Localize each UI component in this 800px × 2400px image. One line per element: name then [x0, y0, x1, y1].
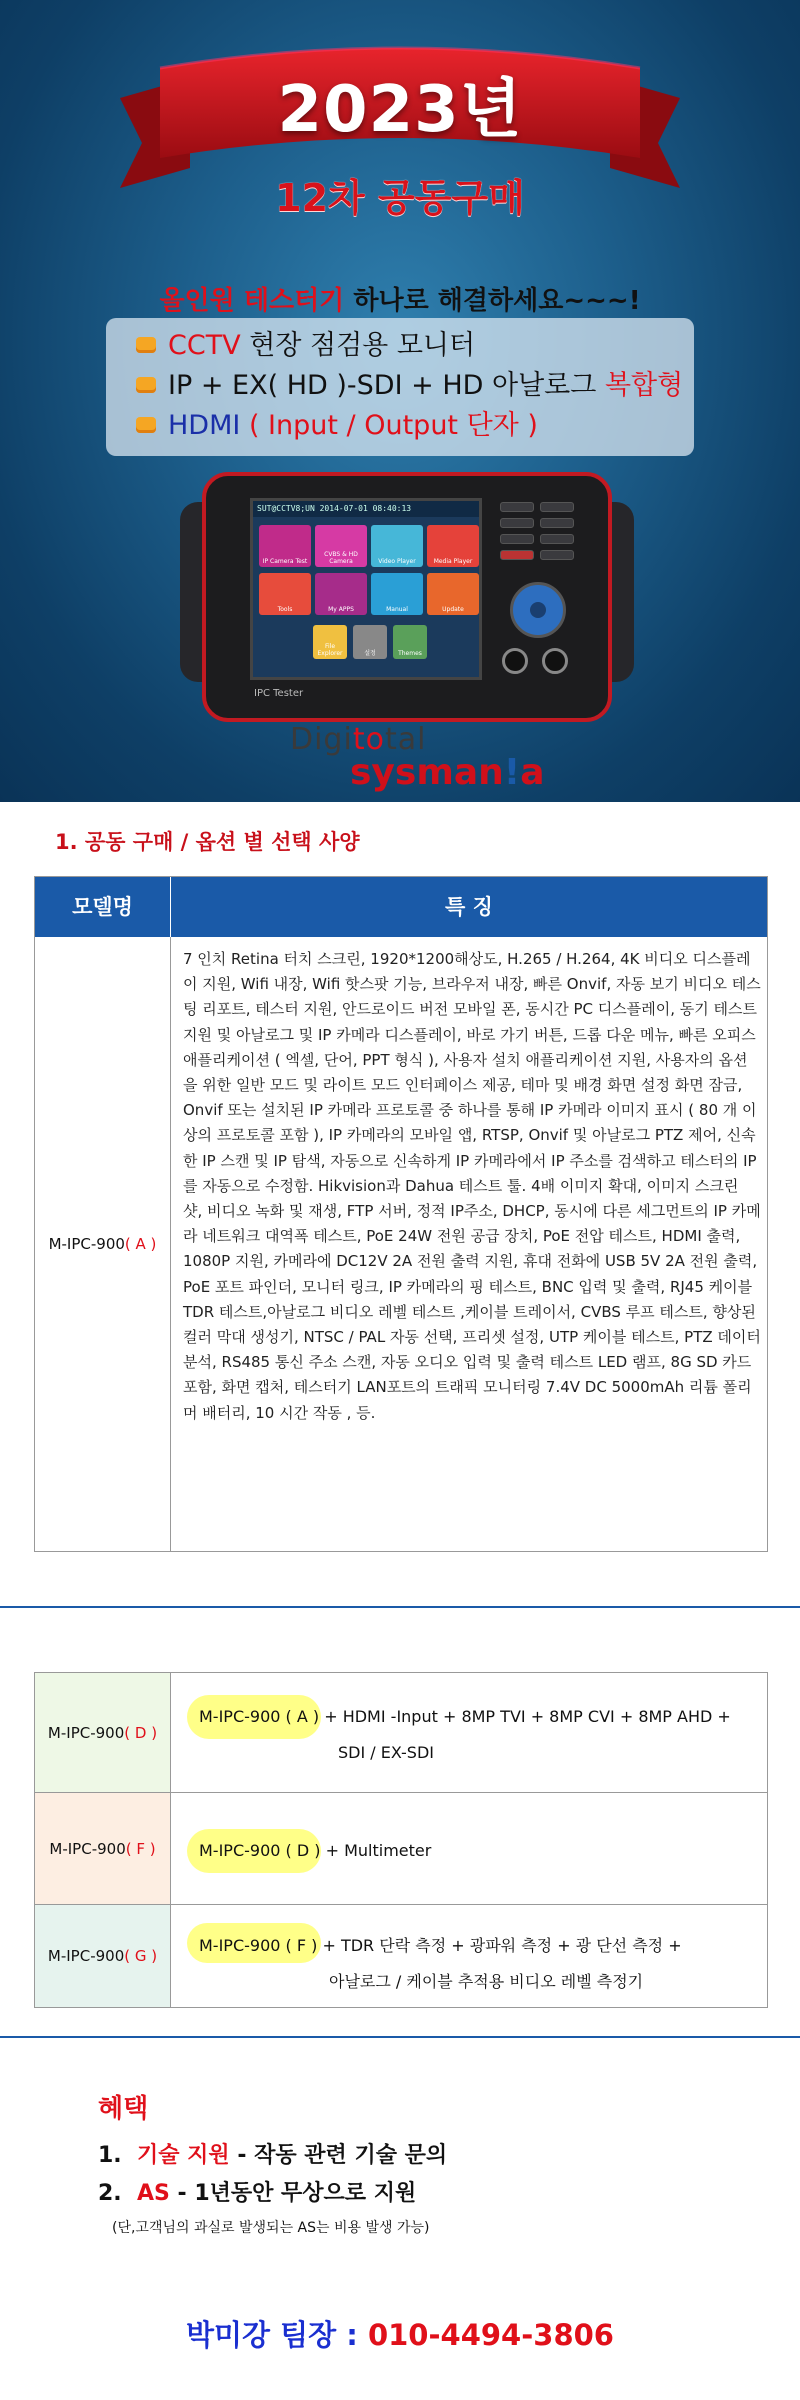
- feature-rest: 복합형: [604, 370, 684, 401]
- option-model-cell: M-IPC-900( G ): [35, 1905, 171, 2007]
- tile-themes: Themes: [393, 625, 427, 659]
- benefit-item-tech: 1. 기술 지원 - 작동 관련 기술 문의: [98, 2143, 448, 2168]
- brand-logo-bottom: sysman!a: [350, 752, 545, 793]
- device-status-bar: SUT@CCTV8;UN 2014-07-01 08:40:13: [253, 501, 479, 517]
- feature-prefix: IP + EX( HD )-SDI + HD 아날로그: [168, 370, 605, 401]
- option-desc-line2: SDI / EX-SDI: [338, 1743, 434, 1762]
- option-desc-line1: M-IPC-900 ( D ) + Multimeter: [199, 1841, 432, 1860]
- options-table: [34, 1672, 768, 2008]
- spec-section: [0, 802, 800, 1608]
- header-model: 모델명: [35, 877, 171, 937]
- hero-subtitle: 12차 공동구매: [275, 176, 525, 220]
- spec-table: [34, 876, 768, 1552]
- header-feature: 특 징: [171, 877, 767, 937]
- option-desc-cell: [171, 1793, 767, 1904]
- tile-my-apps: My APPS: [315, 573, 367, 615]
- feature-item-hdmi: [136, 408, 538, 444]
- spec-features-cell: 7 인치 Retina 터치 스크린, 1920*1200해상도, H.265 / H.264, 4K 비디오 디스플레이 지원, Wifi 내장, Wifi 핫스팟 기능, 브라우저 내장, 빠른 Onvif, 자동 보기 비디오 테스팅 리포트, 테스터 지원, 안드로이드 버전 모바일 폰, 동시간 PC 디스플레이, 동기 테스트 지원 및 아날로그 및 IP 카메라 디스플레이, 바로 가기 버튼, 드롭 다운 메뉴, 빠른 오피스 애플리케이션 ( 엑셀, 단어, PPT 형식 ), 사용자 설치 애플리케이션 지원, 사용자의 옵션을 위한 일반 모드 및 라이트 모드 인터페이스 제공, 테마 및 배경 화면 설정 화면 잠금, Onvif 또는 설치된 IP 카메라 프로토콜 중 하나를 통해 IP 카메라 이미지 표시 ( 80 개 이상의 프로토콜 포함 ), IP 카메라의 모바일 앱, RTSP, Onvif 및 아날로그 PTZ 제어, 신속한 IP 스캔 및 IP 탐색, 자동으로 신속하게 IP 카메라에서 IP 주소를 검색하고 테스터의 IP를 자동으로 수정함. Hikvision과 Dahua 테스트 툴. 4배 이미지 확대, 이미지 스크린 샷, 비디오 녹화 및 재생, FTP 서버, 정적 IP주소, DHCP, 동시에 다른 세그먼트의 IP 카메라 네트워크 대역폭 테스트, PoE 24W 전원 공급 장치, PoE 전압 테스트, HDMI 출력, 1080P 지원, 카메라에 DC12V 2A 전원 출력 지원, 휴대 전화에 USB 5V 2A 전원 출력, PoE 포트 파인더, 모니터 링크, IP 카메라의 핑 테스트, BNC 입력 및 출력, RJ45 케이블 TDR 테스트,아날로그 비디오 레벨 테스트 ,케이블 트레이서, CVBS 루프 테스트, 향상된 컬러 막대 생성기, NTSC / PAL 자동 선택, 프리셋 설정, UTP 케이블 테스트, PTZ 데이터 분석, RS485 통신 주소 스캔, 자동 오디오 입력 및 출력 테스트 LED 램프, 8G SD 카드 포함, 화면 캡처, 테스터기 LAN포트의 트래픽 모니터링 7.4V DC 5000mAh 리튬 폴리머 배터리, 10 시간 작동 , 등.: [183, 950, 761, 1422]
- spec-model-cell: M-IPC-900( A ): [35, 937, 171, 1551]
- option-desc-cell: [171, 1673, 767, 1792]
- device-label: IPC Tester: [254, 688, 304, 699]
- hero-banner: [0, 0, 800, 802]
- tile-manual: Manual: [371, 573, 423, 615]
- tile-file-explorer: File Explorer: [313, 625, 347, 659]
- device-screen: [250, 498, 482, 680]
- headline-rest: 하나로 해결하세요~~~!: [344, 286, 641, 316]
- benefit-item-as: 2. AS - 1년동안 무상으로 지원: [98, 2181, 417, 2206]
- benefits-title: 혜택: [98, 2094, 149, 2124]
- tile-update: Update: [427, 573, 479, 615]
- option-desc-cell: [171, 1905, 767, 2007]
- headline-highlight: 올인원 테스터기: [159, 286, 345, 316]
- feature-prefix: CCTV: [168, 330, 241, 361]
- device-keypad: [496, 502, 580, 702]
- option-desc-line2: 아날로그 / 케이블 추적용 비디오 레벨 측정기: [329, 1972, 644, 1991]
- tile-ip-camera-test: IP Camera Test: [259, 525, 311, 567]
- chat-bubble-icon: [136, 337, 156, 353]
- chat-bubble-icon: [136, 417, 156, 433]
- feature-rest: ( Input / Output 단자 ): [240, 410, 538, 441]
- contact-line: 박미강 팀장 : 010-4494-3806: [185, 2318, 614, 2352]
- contact-phone: 010-4494-3806: [367, 2318, 614, 2352]
- brand-logo-top: Digitotal: [290, 722, 427, 757]
- table-row: [35, 1905, 767, 2007]
- dpad-icon: [510, 582, 566, 638]
- tile-settings: 설정: [353, 625, 387, 659]
- brand-logo: [290, 722, 550, 792]
- feature-prefix: HDMI: [168, 410, 241, 441]
- feature-box: [106, 318, 694, 456]
- option-model-cell: M-IPC-900( F ): [35, 1793, 171, 1904]
- tile-cvbs-hd-camera: CVBS & HD Camera: [315, 525, 367, 567]
- table-row: [35, 1673, 767, 1793]
- chat-bubble-icon: [136, 377, 156, 393]
- tile-video-player: Video Player: [371, 525, 423, 567]
- benefits-section: [0, 2038, 800, 2400]
- hero-headline: [0, 280, 800, 317]
- option-model-cell: M-IPC-900( D ): [35, 1673, 171, 1792]
- feature-rest: 현장 점검용 모니터: [240, 330, 476, 361]
- option-desc-line1: M-IPC-900 ( F ) + TDR 단락 측정 + 광파워 측정 + 광 단선 측정 +: [199, 1936, 682, 1955]
- option-desc-line1: M-IPC-900 ( A ) + HDMI -Input + 8MP TVI + 8MP CVI + 8MP AHD +: [199, 1707, 731, 1726]
- spec-section-title: 1. 공동 구매 / 옵션 별 선택 사양: [55, 830, 360, 854]
- contact-name: 박미강 팀장: [185, 2318, 337, 2352]
- benefit-note: (단,고객님의 과실로 발생되는 AS는 비용 발생 가능): [112, 2220, 430, 2236]
- feature-item-ip: [136, 368, 683, 404]
- tile-tools: Tools: [259, 573, 311, 615]
- table-row: [35, 1793, 767, 1905]
- hero-year: 2023년: [277, 73, 523, 147]
- options-section: [0, 1608, 800, 2038]
- tester-device-image: [180, 462, 634, 730]
- tile-media-player: Media Player: [427, 525, 479, 567]
- feature-item-cctv: [136, 328, 475, 364]
